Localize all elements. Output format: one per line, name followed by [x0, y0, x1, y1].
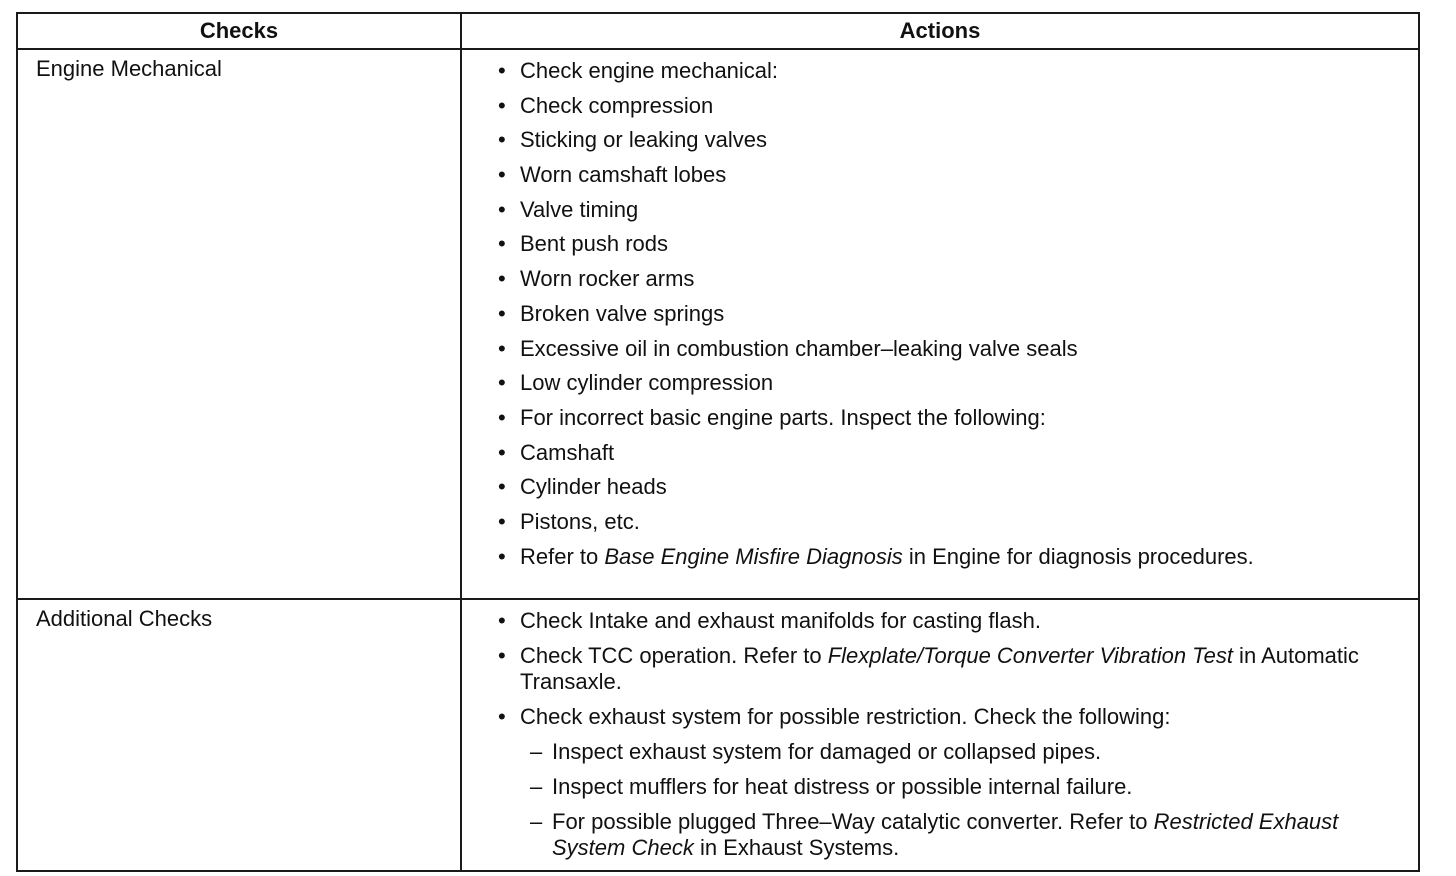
check-label: Engine Mechanical [36, 56, 222, 81]
tcc-suffix: in Automatic Transaxle. [520, 643, 1359, 694]
converter-prefix: For possible plugged Three–Way catalytic converter. Refer to [552, 809, 1154, 834]
action-item: • Worn rocker arms [498, 266, 1378, 292]
action-item: • Low cylinder compression [498, 370, 1378, 396]
table-row-additional-checks [17, 599, 1419, 871]
sub-item: – Inspect mufflers for heat distress or possible internal failure. [530, 774, 1378, 800]
action-item-tcc [498, 643, 1378, 695]
actions-cell [461, 49, 1419, 599]
refer-prefix: Refer to [520, 543, 605, 569]
action-item: • Excessive oil in combustion chamber–leaking valve seals [498, 336, 1378, 362]
tcc-prefix: Check TCC operation. Refer to [520, 643, 828, 668]
check-label: Additional Checks [36, 606, 213, 631]
check-cell [17, 49, 461, 599]
refer-suffix: in Engine for diagnosis procedures. [902, 543, 1254, 569]
sub-item: – Inspect exhaust system for damaged or collapsed pipes. [530, 739, 1378, 765]
check-cell [17, 599, 461, 871]
action-item: • Camshaft [498, 440, 1378, 466]
action-item: • Bent push rods [498, 231, 1378, 257]
checks-actions-table [16, 12, 1420, 872]
actions-cell [461, 599, 1419, 871]
action-item: • Cylinder heads [498, 474, 1378, 500]
header-row [17, 13, 1419, 49]
action-item-exhaust [498, 704, 1378, 861]
action-item: • Check Intake and exhaust manifolds for casting flash. [498, 608, 1378, 634]
action-item: • Worn camshaft lobes [498, 162, 1378, 188]
action-item-refer [498, 544, 1378, 570]
action-item: • Sticking or leaking valves [498, 127, 1378, 153]
action-item: • Pistons, etc. [498, 509, 1378, 535]
sub-item-converter [530, 809, 1378, 861]
action-list [462, 50, 1418, 570]
action-item: • Check compression [498, 93, 1378, 119]
action-item: • Broken valve springs [498, 301, 1378, 327]
action-item: • Valve timing [498, 197, 1378, 223]
tcc-title: Flexplate/Torque Converter Vibration Test [827, 643, 1233, 668]
refer-title: Base Engine Misfire Diagnosis [604, 543, 903, 569]
table-row-engine-mechanical [17, 49, 1419, 599]
header-actions: Actions [461, 13, 1419, 49]
action-item: • For incorrect basic engine parts. Inspect the following: [498, 405, 1378, 431]
exhaust-sub-list [530, 739, 1378, 861]
action-list [462, 600, 1418, 861]
header-checks: Checks [17, 13, 461, 49]
converter-title: Restricted Exhaust System Check [552, 809, 1339, 860]
exhaust-text: Check exhaust system for possible restriction. Check the following: [520, 704, 1171, 729]
converter-suffix: in Exhaust Systems. [693, 835, 900, 860]
action-item: • Check engine mechanical: [498, 58, 1378, 84]
